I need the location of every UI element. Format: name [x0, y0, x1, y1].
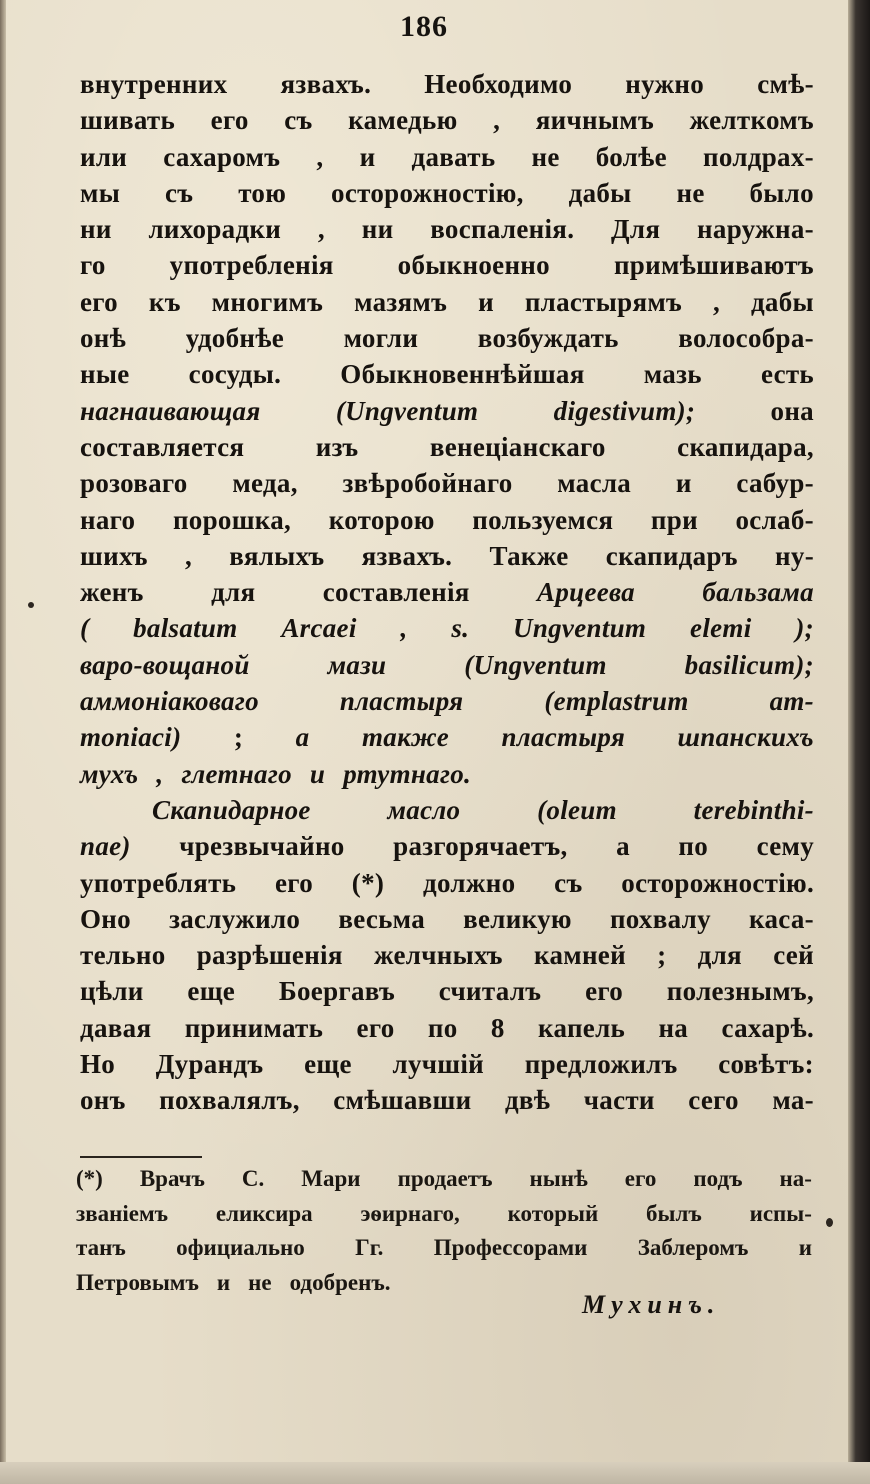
text-line: ( balsatum Arcaei , s. Ungventum elemi );: [80, 613, 814, 644]
signature: Мухинъ.: [582, 1290, 721, 1319]
text-line: мы съ тою осторожностію, дабы не было: [80, 177, 814, 208]
text-line: или сахаромъ , и давать не болѣе полдрах-: [80, 141, 814, 172]
text-line: давая принимать его по 8 капель на сахарѣ.: [80, 1012, 814, 1043]
text-line: ни лихорадки , ни воспаленія. Для наружна-: [80, 214, 814, 245]
text-line: шихъ , вялыхъ язвахъ. Также скапидаръ ну-: [80, 540, 814, 571]
text-line: тельно разрѣшенія желчныхъ камней ; для сей: [80, 940, 814, 971]
footnote-line: (*) Врачъ С. Мари продаетъ нынѣ его подъ на-: [76, 1166, 812, 1191]
text-line: moniaci) ; а также пластыря шпанскихъ: [80, 722, 814, 753]
text-line: шивать его съ камедью , яичнымъ желткомъ: [80, 105, 814, 136]
footnote-rule: [80, 1156, 202, 1158]
page-number: 186: [400, 10, 448, 43]
paper-speck: [826, 1218, 833, 1227]
text-line: Оно заслужило весьма великую похвалу каса-: [80, 903, 814, 934]
text-line: розоваго меда, звѣробойнаго масла и сабур-: [80, 468, 814, 499]
footnote-line: танъ официально Гг. Профессорами Заблеромъ и: [76, 1235, 812, 1260]
footnote-line: званіемъ еликсира эѳирнаго, который былъ испы-: [76, 1200, 812, 1226]
text-line: аммоніаковаго пластыря (emplastrum am-: [80, 686, 814, 717]
text-line: ные сосуды. Обыкновеннѣйшая мазь есть: [80, 359, 814, 390]
footnote-line: Петровымъ и не одобренъ.: [76, 1269, 391, 1295]
text-line: цѣли еще Боергавъ считалъ его полезнымъ,: [80, 976, 814, 1007]
body-text: [80, 66, 814, 1119]
text-line: женъ для составленія Арцеева бальзама: [80, 577, 814, 608]
scan-edge-right: [848, 0, 870, 1484]
text-line: его къ многимъ мазямъ и пластырямъ , дабы: [80, 286, 814, 317]
text-line: онъ похвалялъ, смѣшавши двѣ части сего ма-: [80, 1085, 814, 1116]
text-line: составляется изъ венеціанскаго скапидара,: [80, 431, 814, 462]
text-line: внутренних язвахъ. Необходимо нужно смѣ-: [80, 69, 814, 99]
text-line: варо-вощаной мази (Ungventum basilicum);: [80, 649, 814, 680]
page-gutter: [0, 0, 6, 1484]
text-line: nae) чрезвычайно разгорячаетъ, а по сему: [80, 831, 814, 862]
text-line: Скапидарное масло (oleum terebinthi-: [152, 794, 814, 825]
text-line: наго порошка, которою пользуемся при ослаб-: [80, 504, 814, 535]
text-line: го употребленія обыкноенно примѣшиваютъ: [80, 250, 814, 281]
text-line: онѣ удобнѣе могли возбуждать волособра-: [80, 323, 814, 354]
text-line: Но Дурандъ еще лучшій предложилъ совѣтъ:: [80, 1049, 814, 1080]
scan-edge-bottom: [0, 1462, 870, 1484]
paper-speck: [28, 602, 34, 608]
text-line: нагнаивающая (Ungventum digestivum); она: [80, 395, 814, 426]
text-line: употреблять его (*) должно съ осторожностію.: [80, 867, 814, 898]
footnote: [76, 1162, 812, 1300]
text-line: мухъ , глетнаго и ртутнаго.: [80, 758, 472, 789]
